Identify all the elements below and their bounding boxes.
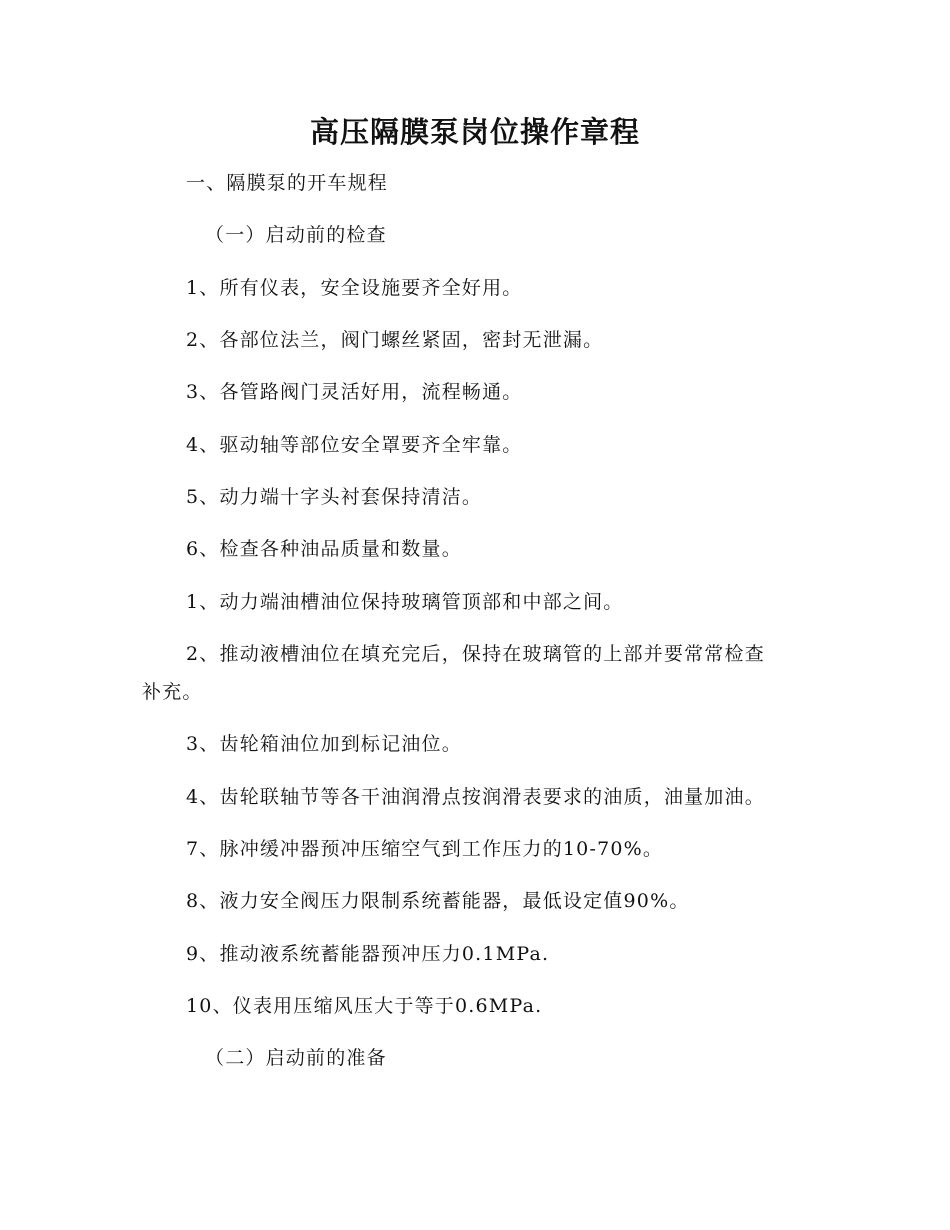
check-item: 7、脉冲缓冲器预冲压缩空气到工作压力的10-70%。: [186, 838, 664, 860]
check-item: 1、动力端油槽油位保持玻璃管顶部和中部之间。: [186, 591, 624, 613]
check-item: 8、液力安全阀压力限制系统蓄能器，最低设定值90%。: [186, 890, 690, 912]
check-item: 1、所有仪表，安全设施要齐全好用。: [186, 277, 523, 299]
check-item: 3、各管路阀门灵活好用，流程畅通。: [186, 381, 523, 403]
subsection-heading: （二）启动前的准备: [205, 1047, 387, 1069]
check-item: 4、齿轮联轴节等各干油润滑点按润滑表要求的油质，油量加油。: [186, 786, 765, 808]
check-item: 3、齿轮箱油位加到标记油位。: [186, 733, 462, 755]
check-item: 5、动力端十字头衬套保持清洁。: [186, 486, 483, 508]
document-title: 高压隔膜泵岗位操作章程: [309, 115, 640, 149]
check-item: 9、推动液系统蓄能器预冲压力0.1MPa.: [186, 943, 550, 965]
check-item: 2、推动液槽油位在填充完后，保持在玻璃管的上部并要常常检查: [186, 643, 765, 665]
subsection-heading: （一）启动前的检查: [205, 224, 387, 246]
section-heading: 一、隔膜泵的开车规程: [186, 172, 389, 194]
check-item: 2、各部位法兰，阀门螺丝紧固，密封无泄漏。: [186, 329, 604, 351]
check-item: 4、驱动轴等部位安全罩要齐全牢靠。: [186, 434, 523, 456]
check-item: 10、仪表用压缩风压大于等于0.6MPa.: [186, 995, 543, 1017]
check-item-continuation: 补充。: [142, 681, 203, 703]
check-item: 6、检查各种油品质量和数量。: [186, 538, 462, 560]
